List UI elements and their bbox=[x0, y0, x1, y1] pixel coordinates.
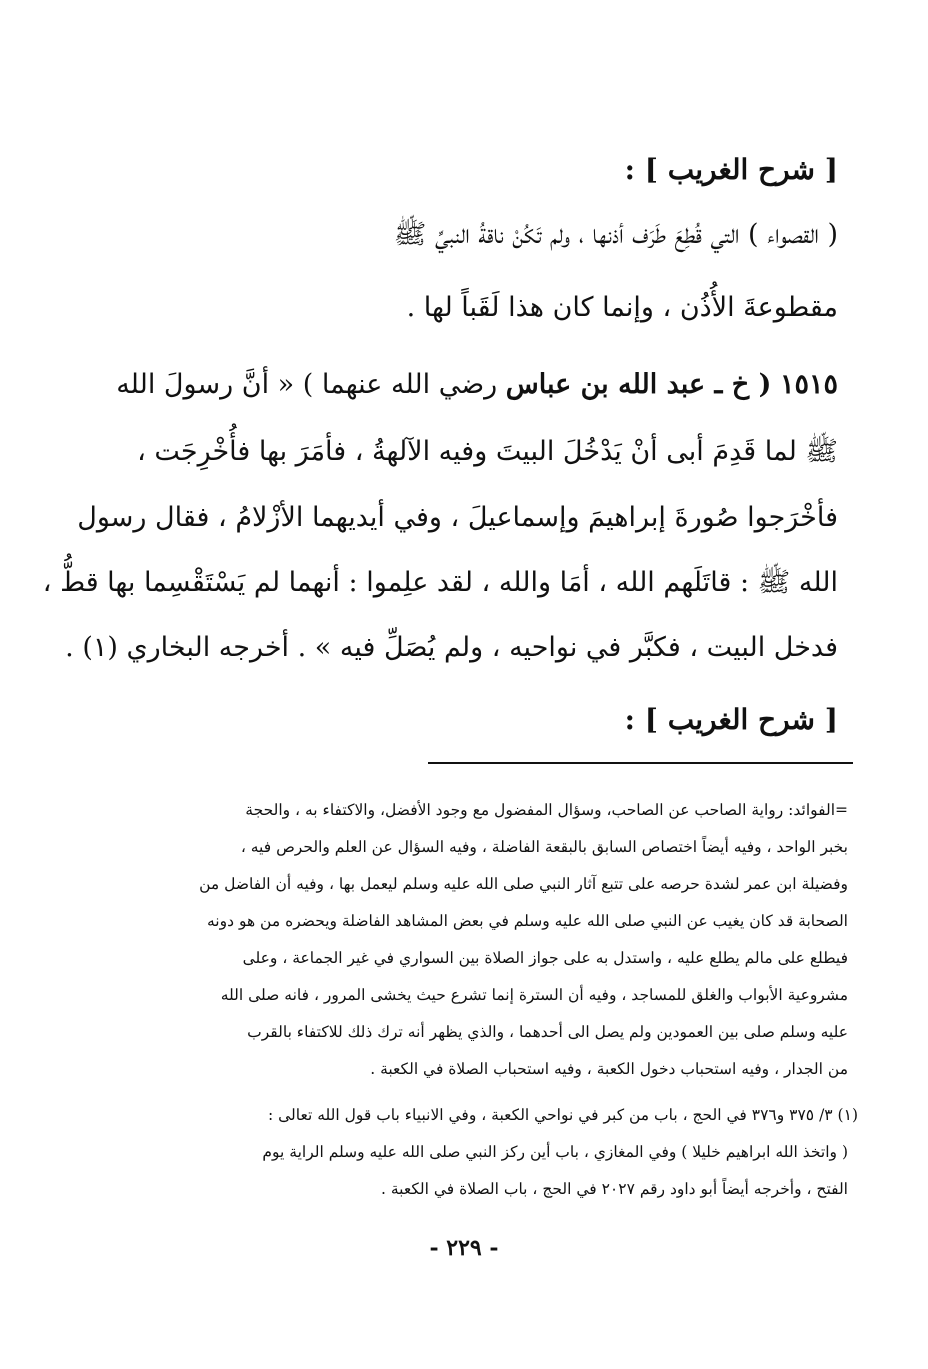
hadith-opening-line bbox=[100, 365, 838, 405]
gloss-line: ( القصواء ) التي قُطِعَ طَرَف أذنها ، ولم تَكُنْ ناقةُ النبيِّ ﷺ bbox=[393, 219, 838, 250]
hadith-narrator: ( خ ـ عبد الله بن عباس bbox=[505, 369, 772, 400]
footnote-line: بخبر الواحد ، وفيه أيضاً اختصاص السابق بالبقعة الفاضلة ، وفيه السؤال عن العلم والحرص فيه ، bbox=[240, 838, 848, 856]
footnote-separator bbox=[428, 762, 853, 764]
footnote-1-line: ( واتخذ الله ابراهيم خليلا ) وفي المغازي ، باب أين ركز النبي صلى الله عليه وسلم الراية يوم bbox=[262, 1143, 848, 1161]
footnote-line: الصحابة قد كان يغيب عن النبي صلى الله عليه وسلم في بعض المشاهد الفاضلة ويحضره من هو دونه bbox=[207, 912, 848, 930]
hadith-line-rest: رضي الله عنهما ) « أنَّ رسولَ الله bbox=[116, 369, 498, 400]
footnote-line: فيطلع على مالم يطلع عليه ، واستدل به على جواز الصلاة بين السواري في غير الجماعة ، وعلى bbox=[242, 949, 848, 967]
gloss-line: مقطوعةَ الأُذُن ، وإنما كان هذا لَقَباً لها . bbox=[406, 292, 838, 323]
footnote-line: وفضيلة ابن عمر لشدة حرصه على تتبع آثار النبي صلى الله عليه وسلم ليعمل بها ، وفيه أن الفاضل من bbox=[199, 875, 848, 893]
footnote-line: من الجدار ، وفيه استحباب دخول الكعبة ، وفيه استحباب الصلاة في الكعبة . bbox=[370, 1060, 848, 1078]
hadith-line: الله ﷺ : قاتَلَهم الله ، أمَا والله ، لقد علِموا : أنهما لم يَسْتَقْسِما بها قطُّ ، bbox=[42, 567, 838, 598]
footnote-1-line: (١) ٣/ ٣٧٥ و٣٧٦ في الحج ، باب من كبر في نواحي الكعبة ، وفي الانبياء باب قول الله تعالى : bbox=[267, 1106, 858, 1124]
section-heading-gharib-2: [ شرح الغريب ] : bbox=[624, 703, 838, 736]
hadith-line: فدخل البيت ، فكبَّر في نواحيه ، ولم يُصَلِّ فيه » . أخرجه البخاري (١) . bbox=[65, 632, 838, 663]
footnote-line: مشروعية الأبواب والغلق للمساجد ، وفيه أن السترة إنما تشرع حيث يخشى المرور ، فانه صلى الله bbox=[220, 986, 848, 1004]
hadith-line: فأخْرَجوا صُورةَ إبراهيمَ وإسماعيلَ ، وفي أيديهما الأزْلامُ ، فقال رسول bbox=[77, 502, 838, 533]
section-heading-gharib-1: [ شرح الغريب ] : bbox=[624, 153, 838, 186]
page-number: - ٢٢٩ - bbox=[429, 1235, 499, 1261]
hadith-number: ١٥١٥ bbox=[779, 369, 838, 400]
footnote-line: عليه وسلم صلى بين العمودين ولم يصل الى أحدهما ، والذي يظهر أنه ترك ذلك للاكتفاء بالقرب bbox=[247, 1023, 848, 1041]
hadith-line: ﷺ لما قَدِمَ أبى أنْ يَدْخُلَ البيتَ وفيه الآلهةُ ، فأمَرَ بها فأُخْرِجَت ، bbox=[137, 436, 838, 467]
footnote-line: =الفوائد: رواية الصاحب عن الصاحب، وسؤال المفضول مع وجود الأفضل، والاكتفاء به ، والحجة bbox=[245, 801, 848, 819]
footnote-1-line: الفتح ، وأخرجه أيضاً أبو داود رقم ٢٠٢٧ في الحج ، باب الصلاة في الكعبة . bbox=[381, 1180, 848, 1198]
